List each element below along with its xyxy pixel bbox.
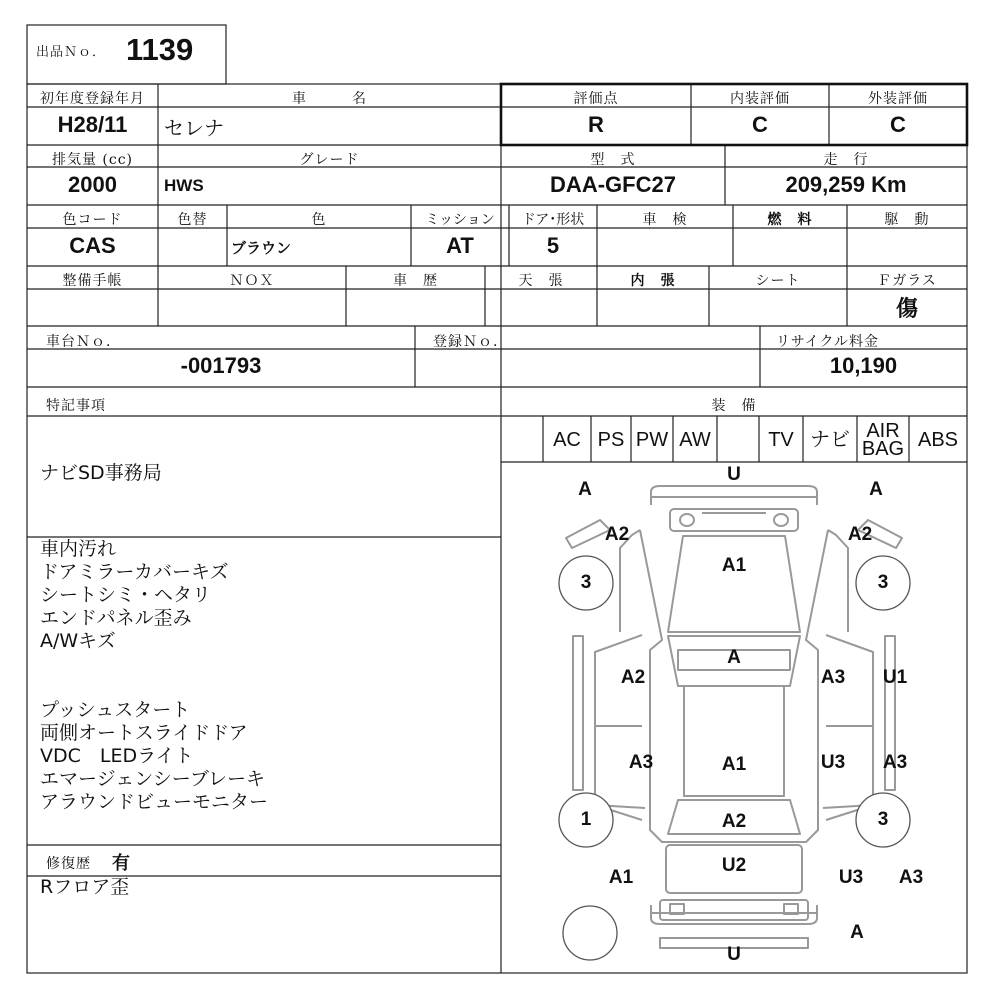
score-label: 評価点: [573, 91, 619, 107]
mark-left-rear-door: A3: [628, 752, 654, 773]
notes-item: 両側オートスライドドア: [40, 722, 248, 744]
notes-item: VDC LEDライト: [40, 745, 194, 767]
mileage-label: 走 行: [823, 152, 869, 168]
repair-value: 有: [112, 853, 130, 874]
mark-right-fender: A2: [847, 524, 873, 545]
notes-item: エマージェンシーブレーキ: [40, 768, 266, 790]
equipment-navi: ナビ: [810, 429, 850, 451]
fuel-label: 燃 料: [767, 212, 813, 228]
equipment-airbag: AIR BAG: [861, 420, 905, 460]
mark-left-quarter: A1: [608, 867, 634, 888]
lot-label: 出品Ｎｏ．: [36, 45, 107, 60]
notes-item: エンドパネル歪み: [40, 607, 192, 629]
interior-trim-label: 内 張: [630, 273, 676, 289]
color-code-value: CAS: [69, 233, 116, 258]
grade-value: HWS: [164, 176, 204, 195]
exterior-label: 外装評価: [868, 91, 928, 107]
mark-tailgate: U2: [721, 855, 747, 876]
mark-front-right-corner: A: [869, 479, 883, 500]
f-glass-label: Ｆガラス: [877, 273, 937, 289]
mark-left-rear-wheel: 1: [580, 809, 592, 830]
equipment-ac: AC: [553, 429, 581, 451]
model-value: DAA-GFC27: [550, 172, 676, 197]
chassis-value: -001793: [180, 353, 262, 378]
mark-right-rear-wheel: 3: [877, 809, 889, 830]
f-glass-value: 傷: [895, 297, 918, 322]
maintenance-label: 整備手帳: [62, 273, 123, 289]
equipment-abs: ABS: [917, 429, 959, 451]
exterior-value: C: [890, 112, 906, 137]
equipment-aw: AW: [679, 429, 711, 451]
lot-number: 1139: [126, 32, 194, 67]
doors-value: 5: [546, 233, 560, 258]
mark-right-pillar: U1: [882, 667, 908, 688]
notes-label: 特記事項: [46, 398, 106, 414]
mileage-value: 209,259 Km: [785, 172, 907, 197]
repair-label: 修復歴: [46, 856, 91, 872]
equipment-ps: PS: [597, 429, 625, 451]
interior-label: 内装評価: [730, 91, 790, 107]
mark-right-rear-corner: A3: [898, 867, 924, 888]
equipment-label: 装 備: [711, 398, 757, 414]
color-change-label: 色替: [177, 212, 208, 228]
notes-item: アラウンドビューモニター: [40, 791, 269, 813]
car-name-label: 車 名: [292, 91, 367, 107]
mark-right-quarter: U3: [838, 867, 864, 888]
history-label: 車 歴: [393, 273, 438, 289]
registration-label: 登録Ｎｏ．: [433, 334, 508, 350]
mark-right-front-wheel: 3: [877, 572, 889, 593]
mark-rear-right: A: [850, 922, 864, 943]
mark-right-sill: A3: [882, 752, 908, 773]
mark-left-fender: A2: [604, 524, 630, 545]
seat-label: シート: [755, 273, 801, 289]
score-value: R: [588, 112, 604, 137]
mark-right-rear-door: U3: [820, 752, 846, 773]
mark-roof-front: A: [727, 647, 741, 668]
recycle-value: 10,190: [829, 353, 898, 378]
notes-item: シートシミ・ヘタリ: [40, 584, 212, 606]
mark-hood: A1: [721, 555, 747, 576]
notes-item: ドアミラーカバーキズ: [40, 561, 229, 583]
color-label: 色: [311, 212, 327, 228]
equipment-tv: TV: [768, 429, 794, 451]
notes-item: プッシュスタート: [40, 699, 191, 721]
chassis-label: 車台Ｎｏ．: [46, 334, 121, 350]
inspection-label: 車 検: [642, 212, 688, 228]
notes-line: ナビSD事務局: [40, 462, 162, 484]
drive-label: 駆 動: [884, 212, 930, 228]
mission-value: AT: [446, 233, 474, 258]
displacement-value: 2000: [68, 172, 117, 197]
equipment-pw: PW: [635, 429, 669, 451]
notes-item: A/Wキズ: [40, 630, 116, 652]
mark-rear-center: U: [727, 944, 741, 965]
mark-front-left-corner: A: [578, 479, 592, 500]
notes-item: 車内汚れ: [40, 538, 117, 560]
ceiling-label: 天 張: [518, 273, 564, 289]
mission-label: ミッション: [425, 212, 495, 228]
color-code-label: 色コード: [62, 212, 123, 228]
mark-front-center: U: [727, 464, 741, 485]
color-value: ブラウン: [231, 239, 292, 257]
model-label: 型 式: [590, 152, 636, 168]
mark-right-front-door: A3: [820, 667, 846, 688]
mark-left-front-wheel: 3: [580, 572, 592, 593]
car-name-value: セレナ: [164, 116, 224, 140]
mark-roof-rear: A2: [721, 811, 747, 832]
repair-detail: Rフロア歪: [40, 876, 130, 898]
first-reg-label: 初年度登録年月: [40, 91, 145, 107]
doors-label: ドア･形状: [521, 212, 585, 228]
displacement-label: 排気量 (cc): [51, 152, 134, 168]
nox-label: ＮＯＸ: [229, 273, 275, 289]
first-reg-value: H28/11: [57, 112, 128, 137]
recycle-label: リサイクル料金: [776, 334, 880, 350]
mark-left-front-door: A2: [620, 667, 646, 688]
interior-value: C: [752, 112, 768, 137]
mark-roof: A1: [721, 754, 747, 775]
grade-label: グレード: [299, 152, 360, 168]
